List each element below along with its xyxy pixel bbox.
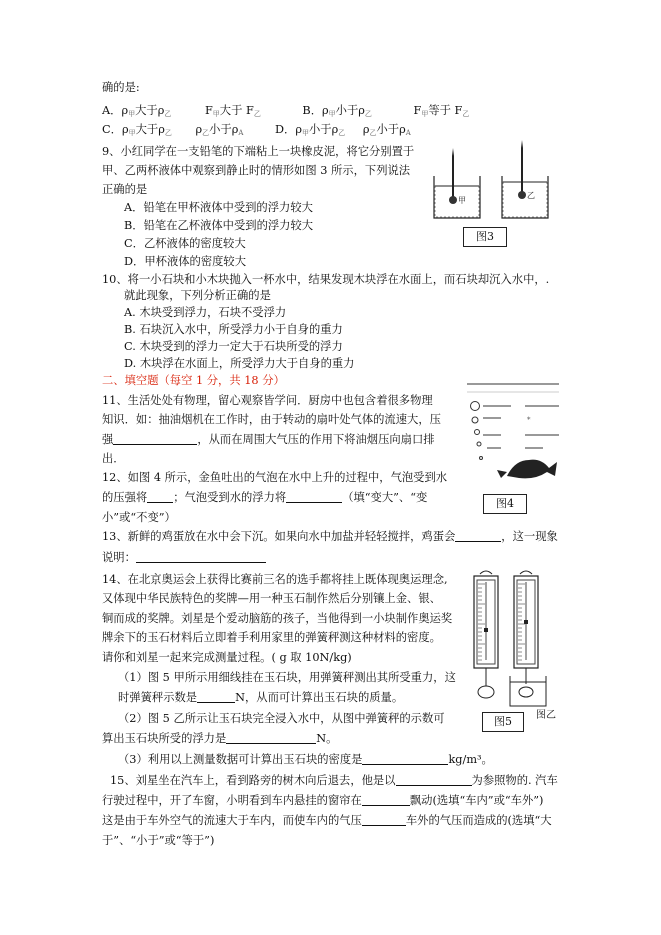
q12-line3: 小”或“不变”） — [102, 511, 176, 524]
svg-text:甲: 甲 — [458, 196, 466, 205]
q14-blank-2[interactable] — [226, 732, 316, 744]
q15-line1: 15、刘星坐在汽车上，看到路旁的树木向后退去，他是以 为参照物的. 汽车 — [110, 774, 558, 787]
q15-blank-1[interactable] — [396, 774, 472, 786]
q14-part2-line2: 算出玉石块所受的浮力是 N。 — [102, 732, 338, 745]
figure-3-label: 图3 — [463, 227, 507, 247]
q15-blank-3[interactable] — [362, 814, 406, 826]
q12-line1: 12、如图 4 所示，金鱼吐出的气泡在水中上升的过程中，气泡受到水 — [102, 471, 448, 484]
q14-line4: 牌余下的玉石材料后立即着手利用家里的弹簧秤测这种材料的密度。 — [102, 631, 441, 644]
figure-4-goldfish — [467, 380, 561, 492]
q13-blank-2[interactable] — [136, 551, 266, 563]
section-2-heading: 二、填空题（每空 1 分，共 18 分） — [102, 374, 285, 387]
q14-part2-line1: （2）图 5 乙所示让玉石块完全浸入水中，从图中弹簧秤的示数可 — [118, 712, 445, 725]
q8-option-a2: $F_甲$大于 $F_乙$ — [204, 104, 261, 118]
q10-stem-line1: 10、将一小石块和小木块抛入一杯水中，结果发现木块浮在水面上，而石块却沉入水中，. — [102, 273, 550, 286]
q14-line1: 14、在北京奥运会上获得比赛前三名的选手都将挂上既体现奥运理念, — [102, 573, 448, 586]
q9-stem-line2: 甲、乙两杯液体中观察到静止时的情形如图 3 所示，下列说法 — [102, 164, 411, 177]
q8-option-d2: $\rho_乙$小于$\rho_A$ — [362, 123, 411, 137]
figure-5-label: 图5 — [482, 712, 524, 732]
q13-line2: 说明： — [102, 550, 266, 566]
q14-part3: （3）利用以上测量数据可计算出玉石块的密度是 kg/m³。 — [118, 753, 493, 766]
q13-line1: 13、新鲜的鸡蛋放在水中会下沉。如果向水中加盐并轻轻搅拌，鸡蛋会 ，这一现象 — [102, 530, 558, 543]
q8-row2 — [102, 122, 411, 141]
q12-blank-1[interactable] — [147, 491, 173, 503]
q8-option-b2: $F_甲$等于 $F_乙$ — [413, 104, 470, 118]
q11-line1: 11、生活处处有物理，留心观察皆学问．厨房中也包含着很多物理 — [102, 394, 433, 407]
q12-line2: 的压强将 ；气泡受到水的浮力将 （填“变大”、“变 — [102, 491, 428, 504]
q14-blank-3[interactable] — [362, 753, 448, 765]
q10-option-a: A. 木块受到浮力，石块不受浮力 — [124, 306, 287, 319]
q8-option-c2: $\rho_乙$小于$\rho_A$ — [195, 123, 244, 137]
q9-option-b: B．铅笔在乙杯液体中受到的浮力较大 — [124, 219, 314, 232]
q9-stem-line3: 正确的是 — [102, 183, 148, 196]
q14-blank-1[interactable] — [197, 691, 235, 703]
q15-line4: 于”、“小于”或“等于”) — [102, 834, 215, 847]
q10-stem-line2: 就此现象，下列分析正确的是 — [124, 289, 271, 302]
intro-text: 确的是: — [102, 81, 140, 94]
q8-option-c: C．$\rho_甲$大于$\rho_乙$ — [102, 123, 172, 137]
q8-option-a: A．$\rho_甲$大于$\rho_乙$ — [102, 104, 172, 118]
q14-line3: 铜而成的奖牌。刘星是个爱动脑筋的孩子，当他得到一小块制作奥运奖 — [102, 612, 453, 625]
q15-blank-2[interactable] — [362, 794, 410, 806]
svg-text:乙: 乙 — [527, 191, 535, 200]
q10-option-c: C. 木块受到的浮力一定大于石块所受的浮力 — [124, 340, 343, 353]
q8-option-d: D．$\rho_甲$小于$\rho_乙$ — [275, 123, 346, 137]
q11-line2: 知识．如：抽油烟机在工作时，由于转动的扇叶处气体的流速大，压 — [102, 413, 441, 426]
figure-3-beakers — [430, 140, 560, 222]
q9-option-c: C．乙杯液体的密度较大 — [124, 237, 246, 250]
q10-option-d: D. 木块浮在水面上，所受浮力大于自身的重力 — [124, 357, 355, 370]
q10-option-b: B. 石块沉入水中，所受浮力小于自身的重力 — [124, 323, 343, 336]
q9-stem-line1: 9、小红同学在一支铅笔的下端粘上一块橡皮泥，将它分别置于 — [102, 145, 415, 158]
q15-line3: 这是由于车外空气的流速大于车内，而使车内的气压 车外的气压而造成的(选填“大 — [102, 814, 552, 827]
q8-row1 — [102, 103, 469, 122]
q9-option-d: D．甲杯液体的密度较大 — [124, 255, 247, 268]
q8-option-b: B．$\rho_甲$小于$\rho_乙$ — [302, 104, 372, 118]
figure-5-spring-scales — [462, 568, 562, 720]
q11-line4: 出． — [102, 452, 125, 465]
q12-blank-2[interactable] — [286, 491, 342, 503]
q9-option-a: A．铅笔在甲杯液体中受到的浮力较大 — [124, 201, 313, 214]
q14-part1-line2: 时弹簧秤示数是 N，从而可计算出玉石块的质量。 — [118, 691, 404, 704]
q13-blank-1[interactable] — [455, 530, 501, 542]
q11-line3: 强 ，从而在周围大气压的作用下将油烟压向扇口排 — [102, 433, 435, 446]
q14-line5: 请你和刘星一起来完成测量过程。( g 取 10N/kg) — [102, 651, 352, 664]
q14-part1-line1: （1）图 5 甲所示用细线挂在玉石块，用弹簧秤测出其所受重力，这 — [118, 671, 456, 684]
q15-line2: 行驶过程中，开了车窗，小明看到车内悬挂的窗帘在 飘动(选填“车内”或“车外”) — [102, 794, 544, 807]
figure-5-b-label: 图乙 — [536, 710, 556, 721]
figure-4-label: 图4 — [483, 494, 527, 514]
q11-blank-1[interactable] — [113, 433, 197, 445]
svg-text:*: * — [527, 416, 531, 424]
q14-line2: 又体现中华民族特色的奖牌—用一种玉石制作然后分别镶上金、银、 — [102, 592, 441, 605]
